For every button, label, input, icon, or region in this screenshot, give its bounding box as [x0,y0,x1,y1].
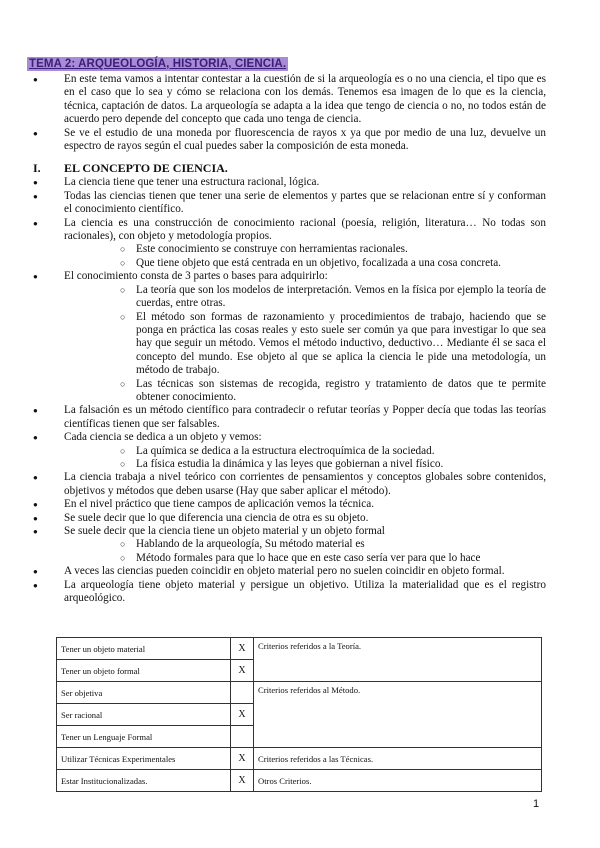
list-item: ● Todas las ciencias tienen que tener una serie de elementos y partes que se relacionan entre sí y conforman el conocimiento científico. [26,190,546,217]
sub-list-item: ○ Hablando de la arqueología, Su método material es [64,538,546,551]
sub-list-item: ○ La química se dedica a la estructura electroquímica de la sociedad. [64,445,546,458]
list-item: ● En el nivel práctico que tiene campos de aplicación vemos la técnica. [26,498,546,511]
sub-list [64,538,546,565]
list-item: ● A veces las ciencias pueden coincidir en objeto material pero no suelen coincidir en objeto formal. [26,565,546,578]
group-cell: Criterios referidos al Método. [254,682,542,748]
table-row [57,770,542,792]
list-item: ● Se ve el estudio de una moneda por fluorescencia de rayos x ya que por medio de una luz, devuelve un espectro de rayos según el cual puedes saber la composición de esta moneda. [26,127,546,154]
list-item: ● En este tema vamos a intentar contestar a la cuestión de si la arqueología es o no una ciencia, el tipo que es en el caso que lo sea y cómo se relaciona con los demás. Tenemos esa imagen de lo que es la ciencia, técnica, captación de datos. La arqueología se adapta a la idea que tengo de ciencia o no, no todos están de acuerdo pero depende del concepto que cada uno tenga de ciencia. [26,73,546,127]
table-row [57,748,542,770]
list-item: ● Cada ciencia se dedica a un objeto y vemos: ○ La química se dedica a la estructura electroquímica de la sociedad. ○ La física estudia la dinámica y las leyes que gobiernan a nivel físico. [26,431,546,471]
mark-cell: X [231,770,254,792]
table-row [57,638,542,660]
sub-list-item: ○ Que tiene objeto que está centrada en un objetivo, focalizada a una cosa concreta. [64,257,546,270]
sub-list-item: ○ La teoría que son los modelos de interpretación. Vemos en la física por ejemplo la teoría de cuerdas, entre otras. [64,284,546,311]
sub-list [64,284,546,405]
mark-cell: X [231,748,254,770]
group-cell: Otros Criterios. [254,770,542,792]
criterion-cell: Estar Institucionalizadas. [57,770,231,792]
sub-list-item: ○ El método son formas de razonamiento y procedimientos de trabajo, haciendo que se ponga en práctica las cosas reales y esto suele ser común ya que para investigar lo que sea hay que seguir un método. Vemos el método inductivo, deductivo… Mediante él se saca el concepto del mundo. Ese objeto al que se aplica la ciencia le pide una metodología, un método de trabajo. [64,311,546,378]
sub-list-item: ○ La física estudia la dinámica y las leyes que gobiernan a nivel físico. [64,458,546,471]
list-item: ● La arqueología tiene objeto material y persigue un objetivo. Utiliza la materialidad que es el registro arqueológico. [26,579,546,606]
page-number: 1 [533,798,540,810]
criteria-table [56,637,542,792]
list-item: ● Se suele decir que lo que diferencia una ciencia de otra es su objeto. [26,512,546,525]
sub-list [64,445,546,472]
sub-list-item: ○ Este conocimiento se construye con herramientas racionales. [64,243,546,256]
mark-cell [231,682,254,704]
criterion-cell: Utilizar Técnicas Experimentales [57,748,231,770]
intro-list [26,73,546,153]
page-title: TEMA 2: ARQUEOLOGÍA, HISTORIA, CIENCIA. [29,58,287,70]
sub-list [64,243,546,270]
group-cell: Criterios referidos a las Técnicas. [254,748,542,770]
section-heading: I. EL CONCEPTO DE CIENCIA. [33,161,228,176]
criterion-cell: Ser objetiva [57,682,231,704]
mark-cell: X [231,660,254,682]
criterion-cell: Tener un Lenguaje Formal [57,726,231,748]
sub-list-item: ○ Las técnicas son sistemas de recogida, registro y tratamiento de datos que te permite obtener conocimiento. [64,378,546,405]
list-item: ● Se suele decir que la ciencia tiene un objeto material y un objeto formal ○ Hablando de la arqueología, Su método material es ○ Método formales para que lo hace que en este caso sería ver para que lo hace [26,525,546,565]
mark-cell: X [231,704,254,726]
criterion-cell: Tener un objeto formal [57,660,231,682]
list-item: ● La ciencia tiene que tener una estructura racional, lógica. [26,176,546,189]
table-row [57,682,542,704]
concept-list [26,176,546,605]
list-item: ● La ciencia es una construcción de conocimiento racional (poesía, religión, literatura… No todas son racionales), con objeto y metodología propios. ○ Este conocimiento se construye con herramientas racionales. ○ Que tiene objeto que está centrada en un objetivo, focalizada a una cosa concreta. [26,217,546,271]
list-item: ● La falsación es un método científico para contradecir o refutar teorías y Popper decía que todas las teorías científicas tienen que ser falsables. [26,404,546,431]
mark-cell [231,726,254,748]
list-item: ● La ciencia trabaja a nivel teórico con corrientes de pensamientos y conceptos globales sobre contenidos, objetivos y métodos que deben usarse (Hay que saber aplicar el método). [26,471,546,498]
criterion-cell: Tener un objeto material [57,638,231,660]
group-cell: Criterios referidos a la Teoría. [254,638,542,682]
criterion-cell: Ser racional [57,704,231,726]
document-body [26,73,546,605]
mark-cell: X [231,638,254,660]
sub-list-item: ○ Método formales para que lo hace que en este caso sería ver para que lo hace [64,552,546,565]
list-item: ● El conocimiento consta de 3 partes o bases para adquirirlo: ○ La teoría que son los modelos de interpretación. Vemos en la física por ejemplo la teoría de cuerdas, entre otras. ○ El método son formas de razonamiento y procedimientos de trabajo, haciendo que se ponga en práctica las cosas reales y esto suele ser común ya que para investigar lo que sea hay que seguir un método. Vemos el método inductivo, deductivo… Mediante él se saca el concepto del mundo. Ese objeto al que se aplica la ciencia le pide una metodología, un método de trabajo. ○ Las técnicas son sistemas de recogida, registro y tratamiento de datos que te permite obtener conocimiento. [26,270,546,404]
